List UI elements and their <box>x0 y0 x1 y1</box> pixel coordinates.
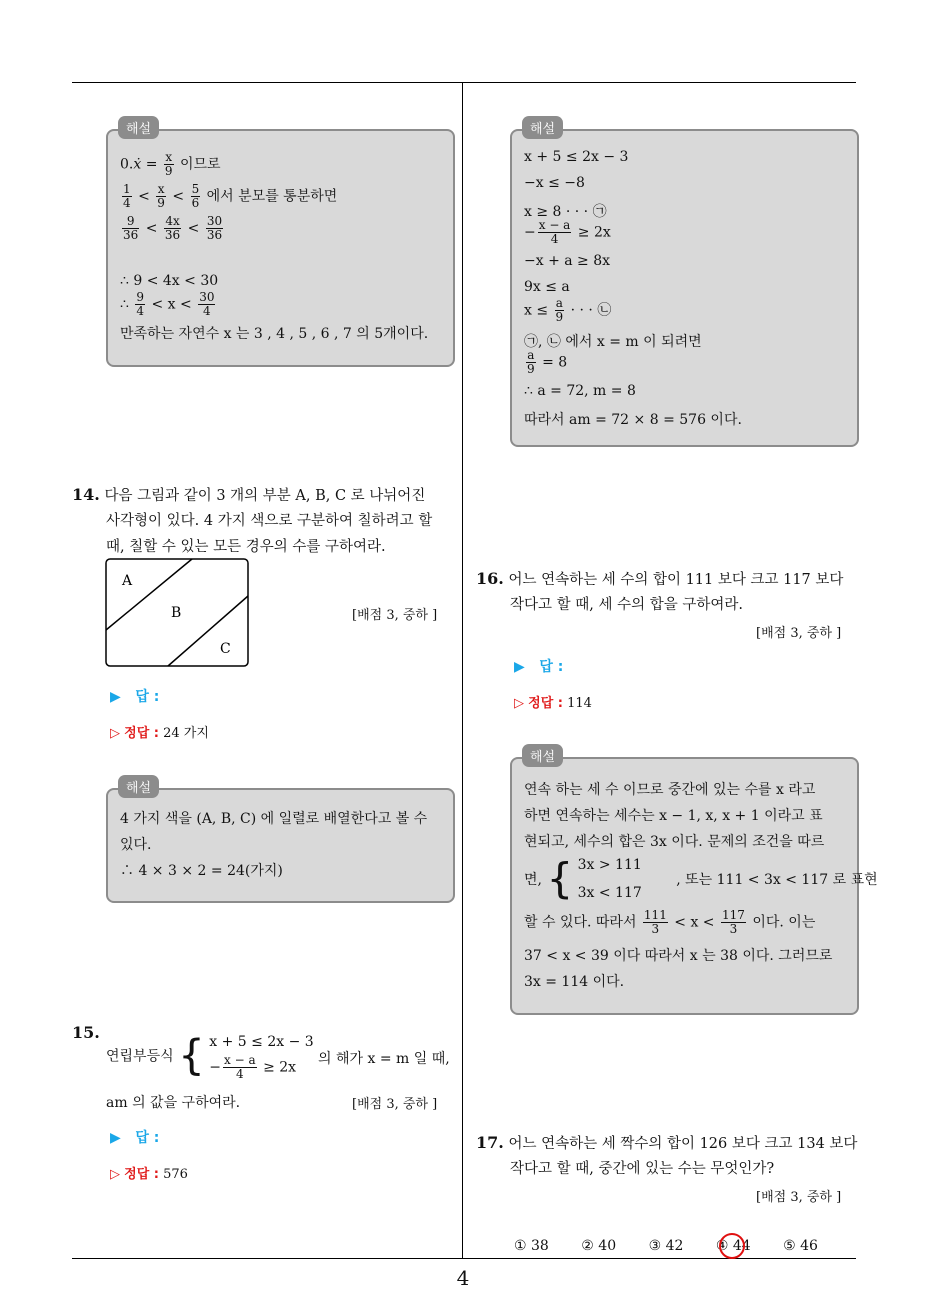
bottom-rule <box>72 1258 856 1259</box>
question-15: 15. <box>72 1023 100 1042</box>
explanation-line: 37 < x < 39 이다 따라서 x 는 38 이다. 그러므로 <box>524 948 833 964</box>
explanation-line: 할 수 있다. 따라서 $\frac{111}{3}$ < x < $\frac{117}{3}$ 이다. 이는 <box>524 908 816 936</box>
choice-3[interactable]: ③ 42 <box>648 1238 684 1254</box>
column-divider <box>462 82 463 1259</box>
selected-choice-mark <box>719 1233 745 1259</box>
explanation-line: ∴ 4 × 3 × 2 = 24(가지) <box>120 863 283 879</box>
choice-2[interactable]: ② 40 <box>581 1238 617 1254</box>
choice-4[interactable]: ④ 44 <box>715 1238 751 1254</box>
explanation-line: 면, { 3x > 111 3x < 117 , 또는 111 < 3x < 117 로 표현 <box>524 854 878 903</box>
answer-label-14: ▶ 답 : <box>110 689 160 705</box>
score-17: [배점 3, 중하 ] <box>756 1190 842 1205</box>
score-15: [배점 3, 중하 ] <box>352 1097 438 1112</box>
region-label-c: C <box>220 641 231 657</box>
region-diagram <box>105 558 250 668</box>
question-15-system: 연립부등식 { x + 5 ≤ 2x − 3 − $\frac{x - a}{4}$ ≥ 2x <box>106 1030 314 1081</box>
explanation-line: $\frac{1}{4}$ < $\frac{x}{9}$ < $\frac{5}{6}$ 에서 분모를 통분하면 <box>123 182 338 210</box>
correct-answer-14: ▷ 정답 : 24 가지 <box>110 726 209 741</box>
explanation-box-14 <box>106 788 455 903</box>
question-17: 17. 어느 연속하는 세 짝수의 합이 126 보다 크고 134 보다 <box>476 1133 858 1152</box>
explanation-line: − $\frac{x - a}{4}$ ≥ 2x <box>524 218 611 246</box>
explanation-line: 만족하는 자연수 x 는 3 , 4 , 5 , 6 , 7 의 5개이다. <box>120 326 429 342</box>
explanation-line: 있다. <box>120 837 152 853</box>
answer-label-15: ▶ 답 : <box>110 1130 160 1146</box>
question-15-text: am 의 값을 구하여라. <box>106 1095 241 1111</box>
region-label-b: B <box>171 605 182 621</box>
page-number: 4 <box>456 1266 470 1290</box>
correct-answer-16: ▷ 정답 : 114 <box>514 696 592 711</box>
explanation-line: $\frac{9}{36}$ < $\frac{4x}{36}$ < $\frac{30}{36}$ <box>123 214 223 242</box>
top-rule <box>72 82 856 83</box>
explanation-tag: 해설 <box>118 116 159 139</box>
explanation-line: ∴ $\frac{9}{4}$ < x < $\frac{30}{4}$ <box>120 290 215 318</box>
explanation-line: $\frac{a}{9}$ = 8 <box>527 348 568 376</box>
explanation-line: ㉠, ㉡ 에서 x = m 이 되려면 <box>524 334 702 350</box>
explanation-tag: 해설 <box>522 116 563 139</box>
explanation-line: ∴ a = 72, m = 8 <box>524 383 636 399</box>
question-15-text: 의 해가 x = m 일 때, <box>318 1051 450 1067</box>
choice-1[interactable]: ① 38 <box>514 1238 549 1254</box>
choices-17 <box>514 1238 846 1254</box>
question-16-text: 작다고 할 때, 세 수의 합을 구하여라. <box>510 597 743 613</box>
explanation-tag: 해설 <box>118 775 159 798</box>
answer-label-16: ▶ 답 : <box>514 659 564 675</box>
explanation-line: −x + a ≥ 8x <box>524 253 611 269</box>
explanation-line: x + 5 ≤ 2x − 3 <box>524 149 629 165</box>
explanation-line: 9x ≤ a <box>524 279 570 295</box>
question-14-text: 사각형이 있다. 4 가지 색으로 구분하여 칠하려고 할 <box>106 513 433 529</box>
question-17-text: 작다고 할 때, 중간에 있는 수는 무엇인가? <box>510 1161 775 1177</box>
explanation-box-15 <box>510 129 859 447</box>
explanation-line: 따라서 am = 72 × 8 = 576 이다. <box>524 412 742 428</box>
explanation-line: 현되고, 세수의 합은 3x 이다. 문제의 조건을 따르 <box>524 834 825 850</box>
explanation-line: x ≤ $\frac{a}{9}$ · · · ㉡ <box>524 296 612 324</box>
question-14-text: 때, 칠할 수 있는 모든 경우의 수를 구하여라. <box>106 539 386 555</box>
explanation-line: 연속 하는 세 수 이므로 중간에 있는 수를 x 라고 <box>524 782 816 798</box>
question-16: 16. 어느 연속하는 세 수의 합이 111 보다 크고 117 보다 <box>476 569 844 588</box>
explanation-box-13 <box>106 129 455 367</box>
choice-5[interactable]: ⑤ 46 <box>783 1238 818 1254</box>
score-14: [배점 3, 중하 ] <box>352 608 438 623</box>
explanation-line: 3x = 114 이다. <box>524 974 625 990</box>
explanation-line: 4 가지 색을 (A, B, C) 에 일렬로 배열한다고 볼 수 <box>120 811 428 827</box>
explanation-box-16 <box>510 757 878 1015</box>
explanation-line: ∴ 9 < 4x < 30 <box>120 273 219 289</box>
correct-answer-15: ▷ 정답 : 576 <box>110 1167 188 1182</box>
score-16: [배점 3, 중하 ] <box>756 626 842 641</box>
explanation-line: 0.ẋ = $\frac{x}{9}$ 이므로 <box>120 150 221 178</box>
question-14: 14. 다음 그림과 같이 3 개의 부분 A, B, C 로 나뉘어진 <box>72 485 426 504</box>
explanation-line: 하면 연속하는 세수는 x − 1, x, x + 1 이라고 표 <box>524 808 823 824</box>
region-label-a: A <box>122 573 133 589</box>
explanation-tag: 해설 <box>522 744 563 767</box>
explanation-line: −x ≤ −8 <box>524 175 585 191</box>
explanation-line: x ≥ 8 · · · ㉠ <box>524 204 607 220</box>
